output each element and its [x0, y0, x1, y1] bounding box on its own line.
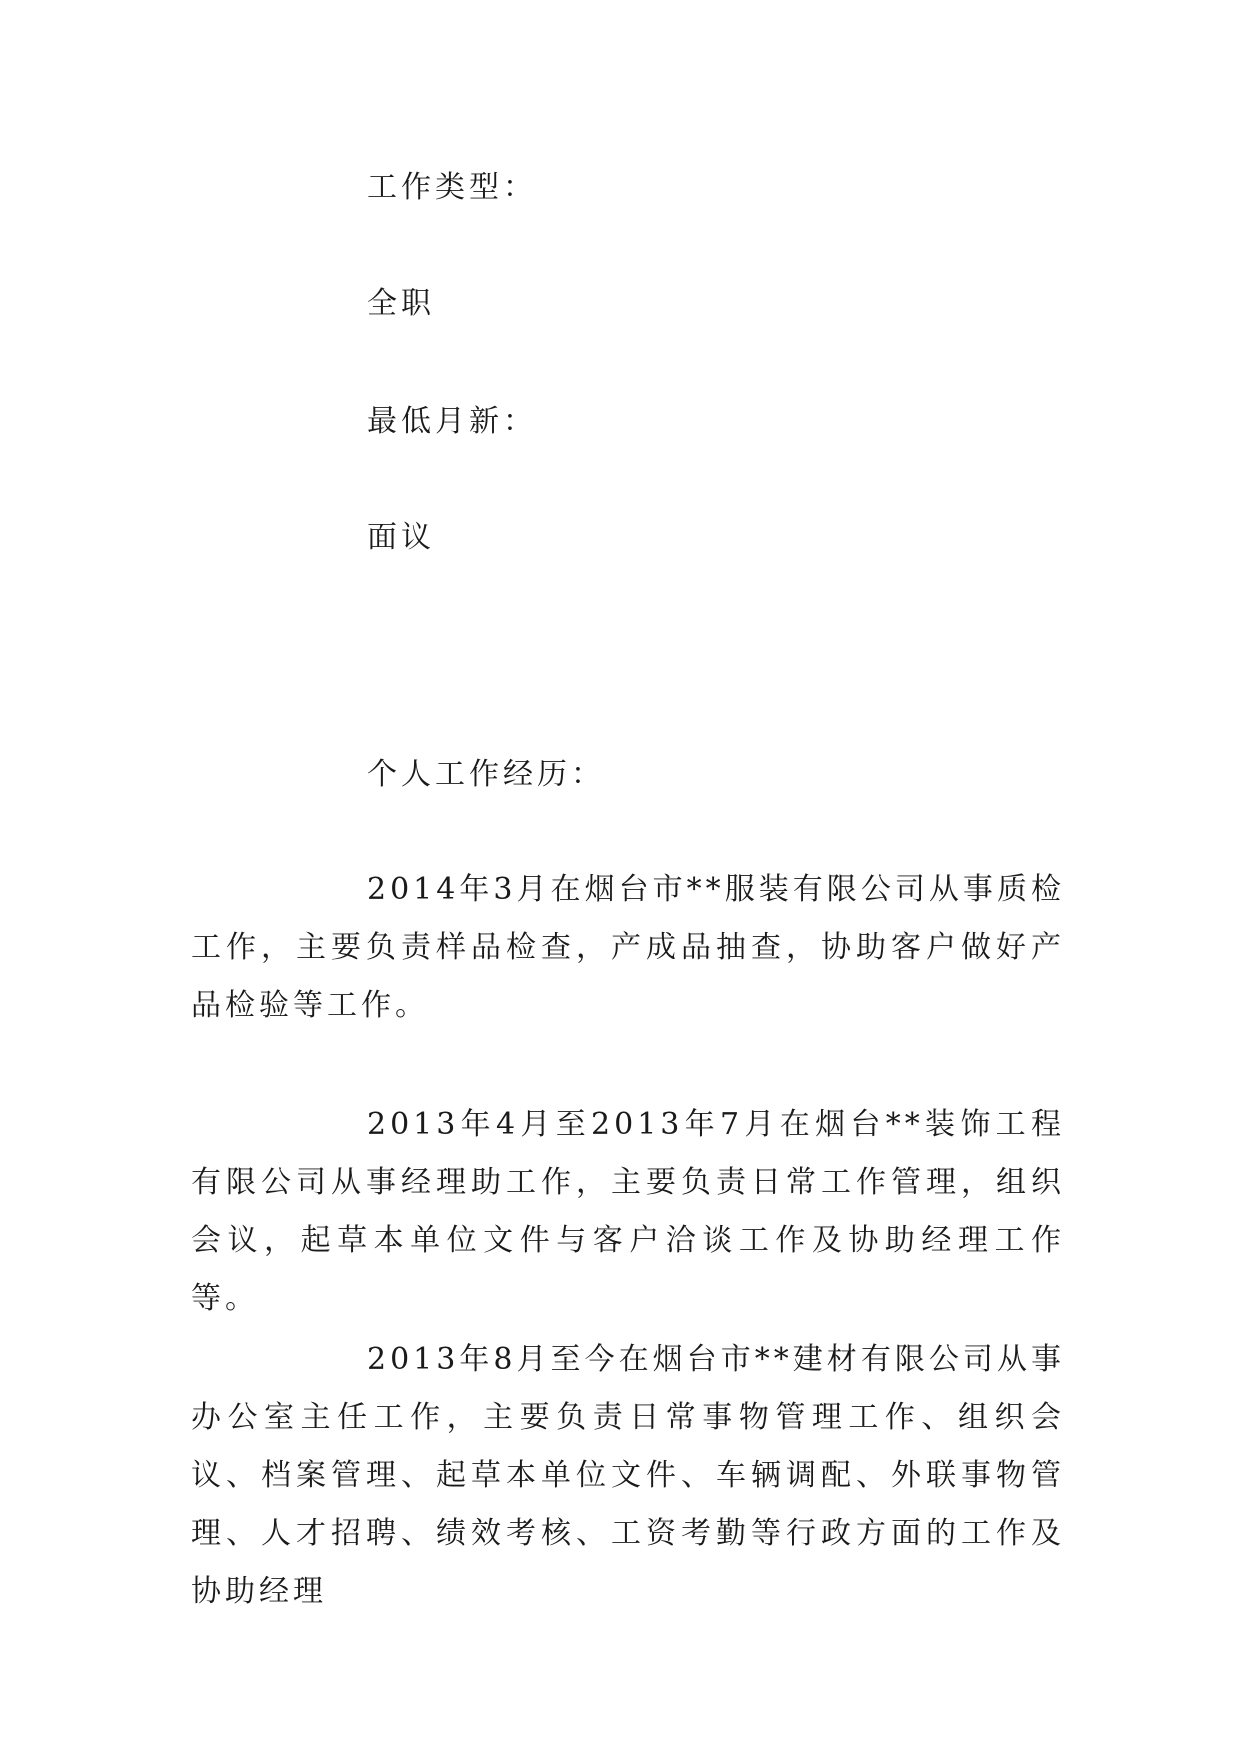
min-salary-value: 面议	[367, 520, 435, 555]
job-type-label: 工作类型：	[367, 170, 537, 205]
min-salary-label: 最低月新：	[367, 404, 537, 439]
experience-heading: 个人工作经历：	[367, 757, 605, 792]
experience-paragraph-3: 2013年8月至今在烟台市**建材有限公司从事办公室主任工作，主要负责日常事物管理工作、组织会议、档案管理、起草本单位文件、车辆调配、外联事物管理、人才招聘、绩效考核、工资考勤等行政方面的工作及协助经理	[191, 1342, 1065, 1609]
job-type-value: 全职	[367, 286, 435, 321]
experience-paragraph-2: 2013年4月至2013年7月在烟台**装饰工程有限公司从事经理助工作，主要负责日常工作管理，组织会议，起草本单位文件与客户洽谈工作及协助经理工作等。	[191, 1107, 1065, 1316]
experience-paragraph-1: 2014年3月在烟台市**服装有限公司从事质检工作，主要负责样品检查，产成品抽查，协助客户做好产品检验等工作。	[191, 872, 1065, 1023]
